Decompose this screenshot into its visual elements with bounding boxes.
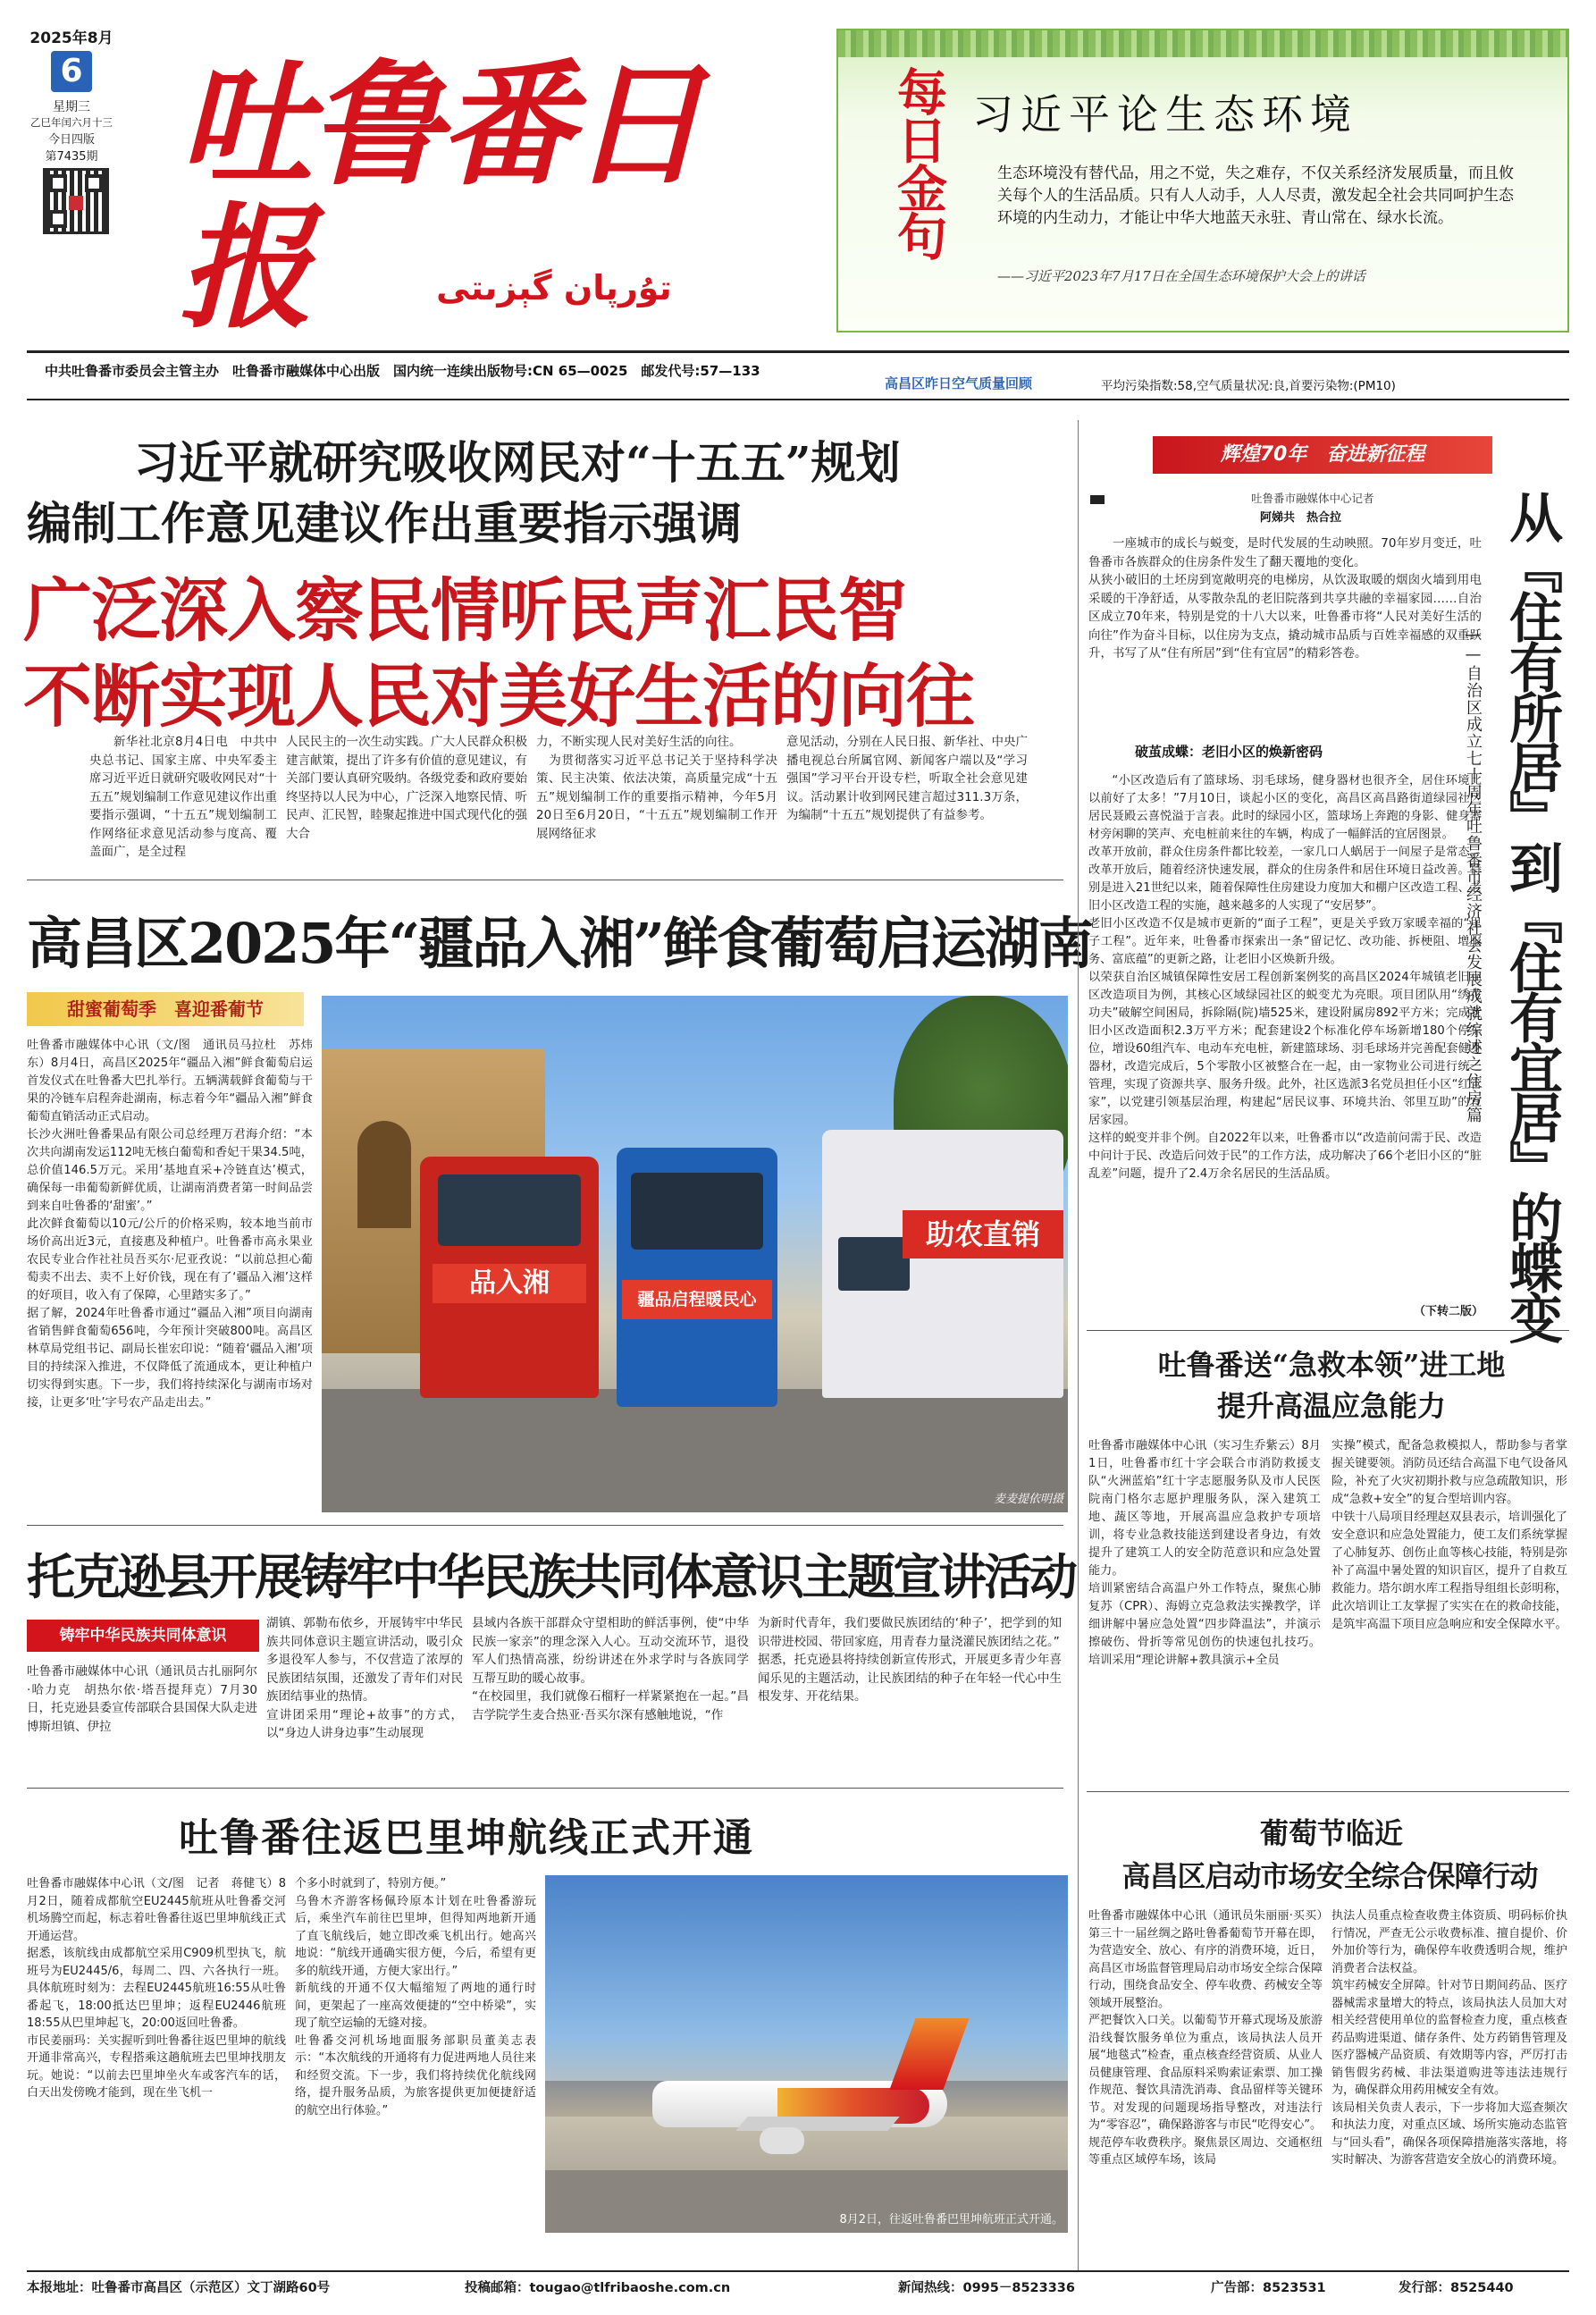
truck-1-banner: 品入湘: [433, 1264, 586, 1303]
feature-continued: （下转二版）: [1413, 1305, 1483, 1318]
footer-rule: [27, 2270, 1569, 2272]
tuokexun-section-tag: 铸牢中华民族共同体意识: [27, 1620, 259, 1652]
newspaper-title-uyghur: تۇرپان گېزىتى: [436, 268, 672, 307]
truck-2: [617, 1148, 777, 1407]
footer-distribution-phone: 发行部：8525440: [1399, 2281, 1514, 2295]
tuokexun-col-1: 吐鲁番市融媒体中心讯（通讯员古扎丽阿尔·哈力克 胡热尔依·塔吾提拜克）7月30日，托克逊县委宣传部联合县国保大队走进博斯坦镇、伊拉: [27, 1664, 257, 1734]
rescue-col-1: 吐鲁番市融媒体中心讯（实习生乔紫云）8月1日，吐鲁番市红十字会联合市消防救援支队“火洲蓝焰”红十字志愿服务队及市人民医院南门格尔志愿护理服务队，深入建筑工地、蔬区等地，开展高温应急救护专项培训，将专业急救技能送到建设者身边，有效提升了建筑工人的安全防范意识和应急处置能力。 培训紧密结合高温户外工作特点，聚焦心肺复苏（CPR）、海姆立克急救法实操教学，详细讲解中暑应急处置“四步降温法”，并演示擦破伤、骨折等常见创伤的快速包扎技巧。培训采用“理论讲解+教具演示+全员: [1088, 1439, 1321, 1667]
column-divider: [1078, 420, 1079, 2270]
daily-quote-box: [836, 29, 1569, 333]
grape-section-tag: 甜蜜葡萄季 喜迎番葡节: [27, 992, 304, 1026]
airplane-engine: [760, 2127, 804, 2154]
feature-intro: 一座城市的成长与蜕变，是时代发展的生动映照。70年岁月变迁，吐鲁番市各族群众的住房条件发生了翻天覆地的变化。 从狭小破旧的土坯房到宽敞明亮的电梯房，从饮汲取暖的烟囱火墙到用电采暖的干净舒适，从零散杂乱的老旧院落到共享共融的幸福家园……自治区成立70年来，特别是党的十八大以来，吐鲁番市将“人民对美好生活的向往”作为奋斗目标，以住房为支点，撬动城市品质与百姓幸福感的双重跃升，书写了从“住有所居”到“住有宜居”的精彩答卷。: [1088, 536, 1482, 661]
feature-bullet-icon: [1090, 495, 1105, 504]
rescue-title-2: 提升高温应急能力: [1216, 1389, 1446, 1423]
masthead-rule-top: [27, 350, 1569, 353]
quote-tag: 每日金句: [889, 66, 947, 259]
airplane-tail: [889, 2018, 969, 2090]
air-quality-label: 高昌区昨日空气质量回顾: [885, 375, 1033, 391]
grape-title: 高昌区2025年“疆品入湘”鲜食葡萄启运湖南: [27, 911, 1092, 976]
feature-body: “小区改造后有了篮球场、羽毛球场，健身器材也很齐全，居住环境比以前好了太多！”7月10日，谈起小区的变化，高昌区高昌路街道绿园社区居民聂殿云喜悦溢于言表。此时的绿园小区，篮球场上奔跑的身影、健身器材旁闲聊的笑声、充电桩前来往的车辆，构成了一幅鲜活的宜居图景。 改革开放前，群众住房条件都比较差，一家几口人蜗居于一间屋子是常态。改革开放后，随着经济快速发展，群众的住房条件和居住环境日益改善。特别是进入21世纪以来，随着保障性住房建设力度加大和棚户区改造工程、老旧小区改造工程的实施，越来越多的人实现了“安居梦”。 老旧小区改造不仅是城市更新的“面子工程”，更是关乎致万家暖幸福的“里子工程”。近年来，吐鲁番市探索出一条“留记忆、改功能、拆梗阻、增服务、富底蕴”的更新之路，让老旧小区焕新升级。 以荣获自治区城镇保障性安居工程创新案例奖的高昌区2024年城镇老旧小区改造项目为例，其核心区域绿园社区的蜕变尤为亮眼。项目团队用“绣花功夫”破解空间困局，拆除隔(院)墙525米，建设附属房892平方米；完成老旧小区改造面积2.3万平方米；配套建设2个标准化停车场新增180个停车位，增设60组汽车、电动车充电桩，新建篮球场、羽毛球场并完善配套健身器材，改造完成后，5个零散小区被整合在一起，由一家物业公司进行统一管理，实现了资源共享、服务升级。此外，社区选派3名党员担任小区“红管家”，以党建引领基层治理，构建起“居民议事、环境共治、邻里互助”的宜居家园。 这样的蜕变并非个例。自2022年以来，吐鲁番市以“改造前问需于民、改造中问计于民、改造后问效于民”的工作方法，成功解决了66个老旧小区的“脏乱差”问题，提升了2.4万余名居民的生活品质。: [1088, 774, 1482, 1181]
divider: [27, 1525, 1063, 1526]
grape-photo-credit: 麦麦提依明摄: [993, 1493, 1063, 1506]
lead-col-1: 新华社北京8月4日电 中共中央总书记、国家主席、中央军委主席习近平近日就研究吸收网民对“十五五”规划编制工作意见建议作出重要指示强调，“十五五”规划编制工作网络征求意见活动参与度高、覆盖面广，是全过程: [89, 735, 277, 859]
newspaper-title: 吐鲁番日报: [179, 46, 701, 347]
flight-col-2: 个多小时就到了，特别方便。” 乌鲁木齐游客杨佩玲原本计划在吐鲁番游玩后，乘坐汽车前往巴里坤，但得知两地新开通了直飞航线后，她立即改乘飞机出行。她高兴地说：“航线开通确实很方便，今后，希望有更多的航线开通，方便大家出行。” 新航线的开通不仅大幅缩短了两地的通行时间，更架起了一座高效便捷的“空中桥梁”，实现了航空运输的无缝对接。 吐鲁番交河机场地面服务部职员董美志表示：“本次航线的开通将有力促进两地人员往来和经贸交流。下一步，我们将持续优化航线网络，提升服务品质，为旅客提供更加便捷舒适的航空出行体验。”: [295, 1877, 536, 2117]
footer-news-hotline: 新闻热线：0995－8523336: [898, 2281, 1075, 2295]
publisher-info: 中共吐鲁番市委员会主管主办 吐鲁番市融媒体中心出版 国内统一连续出版物号:CN 65—0025 邮发代号:57—133: [45, 363, 760, 379]
flight-col-1: 吐鲁番市融媒体中心讯（文/图 记者 蒋健飞）8月2日，随着成都航空EU2445航班从吐鲁番交河机场腾空而起，标志着吐鲁番往返巴里坤航线正式开通运营。 据悉，该航线由成都航空采用C909机型执飞，航班号为EU2445/6，每周二、四、六各执行一班。具体航班时刻为：去程EU2445航班16:55从吐鲁番起飞，18:00抵达巴里坤；返程EU2446航班18:55从巴里坤起飞，20:00返回吐鲁番。 市民姜丽玛：关实握听到吐鲁番往返巴里坤的航线开通非常高兴，专程搭乘这趟航班去巴里坤找朋友玩。她说：“以前去巴里坤坐火车或客汽车的话，白天出发傍晚才能到，现在坐飞机一: [27, 1877, 286, 2100]
feature-vertical-subtitle: ——自治区成立七十周年吐鲁番市经济社会发展成就综述之住房篇: [1464, 626, 1483, 1124]
feature-subhead: 破茧成蝶：老旧小区的焕新密码: [1135, 744, 1323, 760]
flight-title: 吐鲁番往返巴里坤航线正式开通: [179, 1815, 754, 1861]
weekday: 星期三: [53, 100, 90, 114]
footer-email: 投稿邮箱：tougao@tlfribaoshe.com.cn: [465, 2281, 731, 2295]
masthead-rule-bottom: [27, 399, 1569, 400]
airplane-wing: [735, 2117, 899, 2131]
market-title-1: 葡萄节临近: [1259, 1816, 1403, 1850]
grape-trucks-photo: [322, 996, 1068, 1512]
flight-photo-caption: 8月2日，往返吐鲁番巴里坤航班正式开通。: [839, 2213, 1063, 2227]
pages-today: 今日四版: [47, 133, 95, 147]
quote-text: 生态环境没有替代品，用之不觉，失之难存，不仅关系经济发展质量，而且攸关每个人的生活品质。只有人人动手，人人尽责，激发起全社会共同呵护生态环境的内生动力，才能让中华大地蓝天永驻、青山常在、绿水长流。: [997, 164, 1514, 227]
market-title-2: 高昌区启动市场安全综合保障行动: [1121, 1859, 1538, 1893]
divider: [1087, 1791, 1569, 1792]
qr-code: [43, 168, 109, 234]
truck-1: [420, 1157, 599, 1398]
divider: [27, 1788, 1063, 1789]
lead-title-1: 广泛深入察民情听民声汇民智: [23, 572, 906, 652]
lead-pre-title-1: 习近平就研究吸收网民对“十五五”规划: [134, 436, 901, 489]
lead-title-2: 不断实现人民对美好生活的向往: [23, 658, 974, 737]
air-quality-text: 平均污染指数:58,空气质量状况:良,首要污染物:(PM10): [1101, 379, 1396, 393]
feature-vertical-title: 从『住有所居』到『住有宜居』的蝶变: [1500, 490, 1563, 1341]
tuokexun-col-2: 湖镇、郭勒布依乡，开展铸牢中华民族共同体意识主题宣讲活动，吸引众多退役军人参与，不仅营造了浓厚的民族团结氛围，还激发了青年们对民族团结事业的热情。 宣讲团采用“理论+故事”的方式，以“身边人讲身边事”生动展现: [266, 1616, 463, 1740]
truck-1-windshield: [438, 1174, 581, 1246]
date-year-month: 2025年8月: [29, 29, 113, 47]
truck-3-banner: 助农直销: [903, 1210, 1063, 1259]
quote-heading: 习近平论生态环境: [972, 90, 1358, 139]
truck-3: [822, 1130, 1063, 1398]
quote-source: ——习近平2023年7月17日在全国生态环境保护大会上的讲话: [997, 268, 1365, 284]
truck-2-banner: 疆品启程暖民心: [622, 1280, 772, 1319]
market-col-2: 执法人员重点检查收费主体资质、明码标价执行情况，严查无公示收费标准、擅自提价、价外加价等行为，确保停车收费透明合规，维护消费者合法权益。 筑牢药械安全屏障。针对节日期间药品、医疗器械需求量增大的特点，该局执法人员加大对相关经营使用单位的监督检查力度，重点核查药品购进渠道、储存条件、处方药销售管理及医疗器械产品资质、有效期等内容，严厉打击销售假劣药械、非法渠道购进等违法违规行为，确保群众用药用械安全有效。 该局相关负责人表示，下一步将加大巡查频次和执法力度，对重点区域、场所实施动态监管与“回头看”，确保各项保障措施落实落地，将实时解决、为游客营造安全放心的消费环境。: [1331, 1909, 1567, 2167]
market-col-1: 吐鲁番市融媒体中心讯（通讯员朱丽丽·买买）第三十一届丝绸之路吐鲁番葡萄节开幕在即，为营造安全、放心、有序的消费环境，近日，高昌区市场监督管理局启动市场安全综合保障行动，围绕食品安全、停车收费、药械安全等领域开展整治。 严把餐饮入口关。以葡萄节开幕式现场及旅游沿线餐饮服务单位为重点，该局执法人员开展“地毯式”检查，重点核查经营资质、从业人员健康管理、食品原料采购索证索票、加工操作规范、餐饮具清洗消毒、食品留样等关键环节。对发现的问题现场指导整改，对违法行为“零容忍”，确保路游客与市民“吃得安心”。 规范停车收费秩序。聚焦景区周边、交通枢纽等重点区域停车场，该局: [1088, 1909, 1323, 2167]
grape-body: 吐鲁番市融媒体中心讯（文/图 通讯员马拉杜 苏炜东）8月4日，高昌区2025年“疆品入湘”鲜食葡萄启运首发仪式在吐鲁番大巴扎举行。五辆满载鲜食葡萄与干果的冷链车启程奔赴湖南，标志着今年“疆品入湘”鲜食葡萄直销活动正式启动。 长沙火洲吐鲁番果品有限公司总经理万君海介绍：“本次共向湖南发运112吨无核白葡萄和香妃干果34.5吨，总价值146.5万元。采用‘基地直采+冷链直达’模式，确保每一串葡萄新鲜优质，让湖南消费者第一时间品尝到来自吐鲁番的‘甜蜜’。” 此次鲜食葡萄以10元/公斤的价格采购，较本地当前市场价高出近3元，直接惠及种植户。吐鲁番市高永果业农民专业合作社社员吾买尔·尼亚孜说：“以前总担心葡萄卖不出去、卖不上好价钱，现在有了‘疆品入湘’这样的好项目，收入有了保障，心里踏实多了。” 据了解，2024年吐鲁番市通过“疆品入湘”项目向湖南省销售鲜食葡萄656吨，今年预计突破800吨。高昌区林草局党组书记、副局长崔宏印说：“随着‘疆品入湘’项目的持续深入推进，不仅降低了流通成本，更让种植户切实得到实惠。下一步，我们将持续深化与湖南市场对接，让更多‘吐’字号农产品走出去。”: [27, 1039, 313, 1410]
truck-3-windshield: [838, 1237, 910, 1291]
flight-airplane-photo: [545, 1875, 1068, 2233]
footer-address: 本报地址：吐鲁番市高昌区（示范区）文丁湖路60号: [27, 2281, 331, 2295]
issue-number: 第7435期: [45, 150, 98, 164]
photo-building-arch: [357, 1121, 411, 1228]
tuokexun-col-4: 为新时代青年，我们要做民族团结的‘种子’，把学到的知识带进校园、带回家庭，用青春力量浇灌民族团结之花。” 据悉，托克逊县将持续创新宣传形式，开展更多青少年喜闻乐见的主题活动，让民族团结的种子在年轻一代心中生根发芽、开花结果。: [758, 1616, 1062, 1704]
rescue-col-2: 实操”模式，配备急救模拟人，帮助参与者掌握关键要领。消防员还结合高温下电气设备风险，补充了火灾初期扑救与应急疏散知识，形成“急救+安全”的复合型培训内容。 中铁十八局项目经理赵双县表示，培训强化了安全意识和应急处置能力，使工友们系统掌握了心肺复苏、创伤止血等核心技能，特别是弥补了高温中暑处置的知识盲区，提升了自救互救能力。塔尔朗水库工程指导组组长彭明称，此次培训让工友掌握了实实在在的救命技能，是筑牢高温下项目应急响应和安全保障水平。: [1331, 1439, 1567, 1631]
feature-byline-1: 吐鲁番市融媒体中心记者: [1251, 492, 1374, 505]
lunar-date: 乙巳年闰六月十三: [30, 116, 113, 129]
lead-col-3: 力，不断实现人民对美好生活的向往。 为贯彻落实习近平总书记关于坚持科学决策、民主决策、依法决策，高质量完成“十五五”规划编制工作的重要指示精神，今年5月20日至6月20日，“十五五”规划编制工作开展网络征求: [536, 735, 777, 841]
rescue-title-1: 吐鲁番送“急救本领”进工地: [1157, 1348, 1506, 1382]
date-day: 6: [51, 51, 92, 92]
tuokexun-title: 托克逊县开展铸牢中华民族共同体意识主题宣讲活动: [27, 1548, 1075, 1605]
footer-ad-phone: 广告部：8523531: [1211, 2281, 1326, 2295]
leaf-decoration: [838, 30, 1569, 57]
divider: [1087, 1330, 1569, 1331]
tuokexun-col-3: 县域内各族干部群众守望相助的鲜活事例，使“中华民族一家亲”的理念深入人心。互动交流环节，退役军人们热情高涨，纷纷讲述在外求学时与各族同学互帮互助的暖心故事。 “在校园里，我们就像石榴籽一样紧紧抱在一起。”昌吉学院学生麦合热亚·吾买尔深有感触地说，“作: [472, 1616, 749, 1722]
feature-banner: 辉煌70年 奋进新征程: [1153, 436, 1492, 474]
truck-2-windshield: [631, 1173, 763, 1250]
feature-byline-2: 阿娣共 热合拉: [1260, 511, 1342, 525]
lead-col-4: 意见活动，分别在人民日报、新华社、中央广播电视总台所属官网、新闻客户端以及“学习强国”学习平台开设专栏，听取全社会意见建议。活动累计收到网民建言超过311.3万条，为编制“十五五”规划提供了有益参考。: [786, 735, 1028, 822]
lead-col-2: 人民民主的一次生动实践。广大人民群众积极建言献策，提出了许多有价值的意见建议，有关部门要认真研究吸纳。各级党委和政府要始终坚持以人民为中心，广泛深入地察民情、听民声、汇民智，睦聚起推进中国式现代化的强大合: [286, 735, 527, 841]
lead-pre-title-2: 编制工作意见建议作出重要指示强调: [27, 497, 742, 550]
